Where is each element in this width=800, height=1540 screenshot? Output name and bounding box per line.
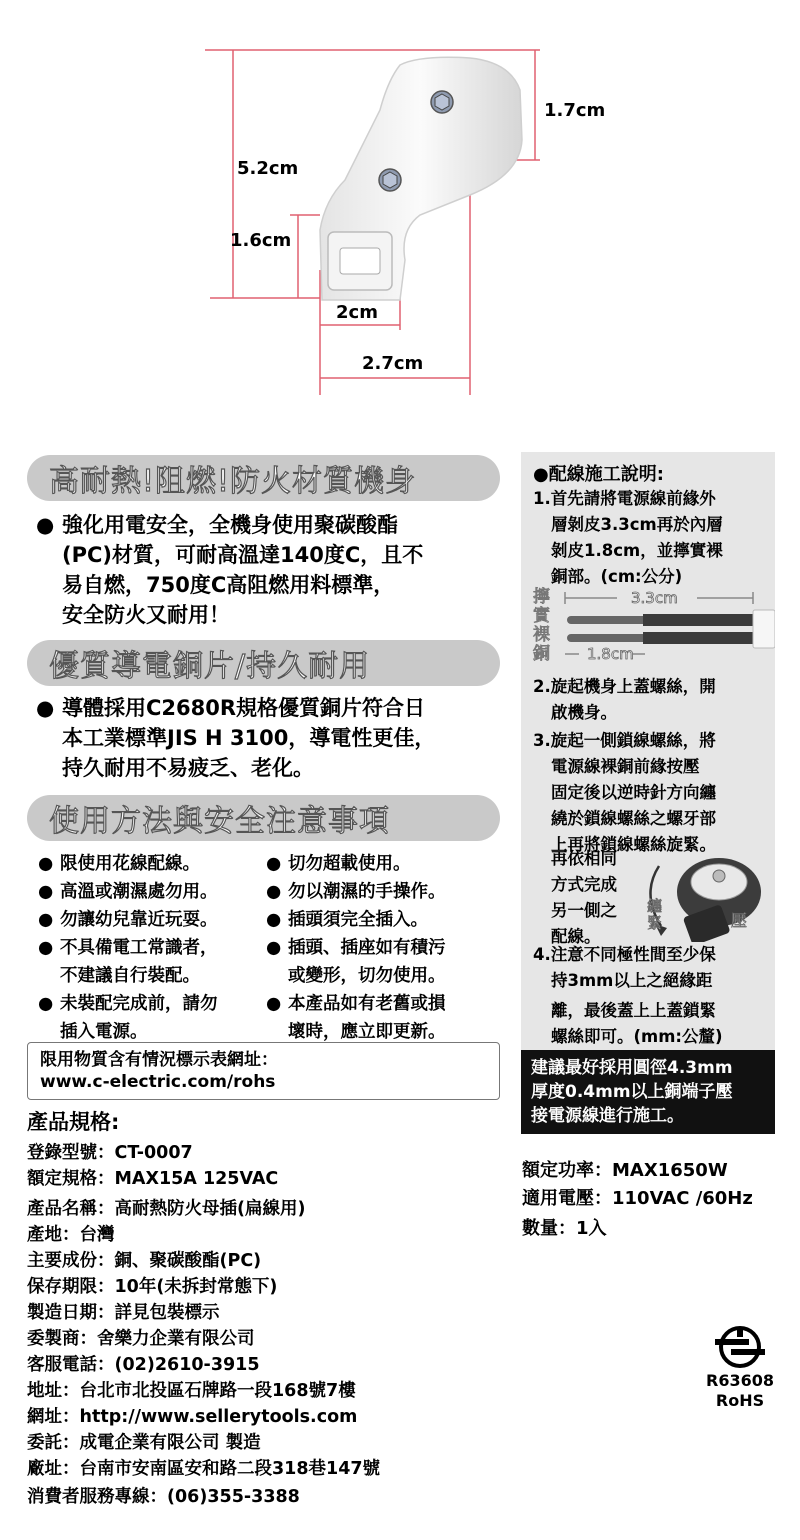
bullet-icon: ●	[266, 938, 282, 958]
section-title-usage	[27, 795, 500, 841]
warning-text: 插頭須完全插入。	[288, 910, 428, 930]
wiring-title: ●配線施工說明:	[533, 464, 664, 485]
bsmi-certification-mark	[705, 1325, 775, 1415]
step-text: 配線。	[551, 927, 601, 946]
bsmi-code: R63608	[706, 1371, 774, 1390]
spec-line: 網址：http://www.sellerytools.com	[27, 1407, 358, 1427]
twist-copper-label: 擰實裸銅	[533, 587, 550, 664]
dim-socket-width: 2cm	[336, 302, 378, 323]
screw-icon	[431, 91, 453, 113]
body-text: (PC)材質，可耐高溫達140度C，且不	[62, 543, 424, 567]
step-text: 4.注意不同極性間至少保	[533, 945, 716, 964]
bullet-icon: ●	[38, 910, 54, 930]
warning-item	[266, 850, 411, 878]
rohs-disclosure-box	[27, 1042, 500, 1100]
step-text: 層剝皮3.3cm再於內層	[551, 515, 723, 534]
step-text: 3.旋起一側鎖線螺絲，將	[533, 731, 716, 750]
warning-text: 不建議自行裝配。	[60, 966, 200, 986]
step-text: 1.首先請將電源線前緣外	[533, 489, 716, 508]
step-text: 離，最後蓋上上蓋鎖緊	[551, 1001, 716, 1020]
warning-text: 勿讓幼兒靠近玩耍。	[60, 910, 218, 930]
bullet-icon: ●	[38, 882, 54, 902]
warning-text: 勿以潮濕的手操作。	[288, 882, 446, 902]
wiring-instructions-panel	[521, 452, 775, 1050]
step-text: 上再將鎖線螺絲旋緊。	[551, 835, 716, 854]
step-text: 螺絲即可。(mm:公釐)	[551, 1027, 723, 1046]
rohs-label-text: RoHS	[715, 1391, 765, 1410]
screw-icon	[379, 169, 401, 191]
spec-line: 產地：台灣	[27, 1225, 115, 1245]
step-text: 電源線裸銅前緣按壓	[551, 757, 700, 776]
warning-text: 限使用花線配線。	[60, 854, 200, 874]
strip-length-inner: 1.8cm	[587, 645, 634, 663]
warning-item	[38, 878, 218, 906]
bullet-icon: ●	[266, 882, 282, 902]
spec-title: 產品規格:	[27, 1110, 120, 1134]
warning-item	[266, 878, 446, 906]
strip-length-outer: 3.3cm	[631, 589, 678, 607]
warning-text: 不具備電工常識者，	[60, 938, 218, 958]
section-body-copper	[36, 693, 435, 783]
bsmi-logo-icon	[705, 1325, 775, 1371]
advice-text: 接電源線進行施工。	[531, 1106, 684, 1126]
bullet-line	[36, 600, 423, 630]
step-text: 啟機身。	[551, 703, 617, 722]
advice-text: 建議最好採用圓徑4.3mm	[531, 1058, 733, 1078]
dim-socket-height: 1.6cm	[230, 230, 292, 251]
dim-height: 5.2cm	[237, 158, 299, 179]
body-text: 安全防火又耐用！	[62, 603, 230, 627]
warning-text: 或變形，切勿使用。	[288, 966, 446, 986]
warning-text: 本產品如有老舊或損	[288, 994, 446, 1014]
warning-item	[266, 934, 446, 990]
step-text: 固定後以逆時針方向纏	[551, 783, 716, 802]
step-text: 持3mm以上之絕緣距	[551, 971, 713, 990]
section-title-copper	[27, 640, 500, 686]
step-1	[533, 486, 723, 590]
bullet-icon: ●	[266, 994, 282, 1014]
rohs-url[interactable]: www.c-electric.com/rohs	[40, 1072, 276, 1092]
warning-item	[266, 990, 446, 1046]
body-text: 強化用電安全，全機身使用聚碳酸酯	[62, 513, 398, 537]
body-text: 持久耐用不易疲乏、老化。	[62, 756, 314, 780]
spec-line: 產品名稱：高耐熱防火母插(扁線用)	[27, 1199, 306, 1219]
step-2	[533, 674, 716, 726]
step-text: 銅部。(cm:公分)	[551, 567, 683, 586]
step-text: 2.旋起機身上蓋螺絲，開	[533, 677, 716, 696]
bullet-icon: ●	[36, 696, 55, 720]
rohs-label: 限用物質含有情況標示表網址：	[40, 1050, 278, 1070]
spec-line: 主要成份：銅、聚碳酸酯(PC)	[27, 1251, 262, 1271]
spec-line: 保存期限：10年(未拆封常態下)	[27, 1277, 278, 1297]
spec-line: 廠址：台南市安南區安和路二段318巷147號	[27, 1459, 381, 1479]
body-text: 易自燃，750度C高阻燃用料標準，	[62, 573, 395, 597]
spec-line: 製造日期：詳見包裝標示	[27, 1303, 220, 1323]
body-text: 本工業標準JIS H 3100，導電性更佳，	[62, 726, 436, 750]
bullet-line	[36, 510, 423, 540]
spec-line: 客服電話：(02)2610-3915	[27, 1355, 260, 1375]
body-text: 導體採用C2680R規格優質銅片符合日	[62, 696, 426, 720]
bullet-icon: ●	[38, 994, 54, 1014]
step-4	[533, 942, 723, 1050]
bullet-icon: ●	[38, 854, 54, 874]
bullet-icon: ●	[36, 513, 55, 537]
advice-text: 厚度0.4mm以上銅端子壓	[531, 1082, 733, 1102]
quantity: 數量：1入	[522, 1218, 607, 1239]
press-label: 壓	[731, 911, 748, 930]
bullet-icon: ●	[266, 910, 282, 930]
section-title-text: 使用方法與安全注意事項	[49, 804, 390, 839]
bullet-line	[36, 753, 435, 783]
warning-item	[266, 906, 428, 934]
warning-item	[38, 850, 200, 878]
warning-text: 高溫或潮濕處勿用。	[60, 882, 218, 902]
section-title-text: 高耐熱!阻燃!防火材質機身	[49, 464, 417, 499]
dim-head-width: 2.7cm	[362, 353, 424, 374]
section-body-heat-resistant	[36, 510, 423, 630]
bullet-icon: ●	[266, 854, 282, 874]
section-title-heat-resistant	[27, 455, 500, 501]
bullet-line	[36, 723, 435, 753]
spec-line: 委製商：舍樂力企業有限公司	[27, 1329, 255, 1349]
step-text: 另一側之	[551, 901, 617, 920]
wrap-tight-label: 纏緊	[647, 897, 663, 932]
step-3-continued	[551, 846, 617, 950]
warning-text: 插入電源。	[60, 1022, 148, 1042]
warning-item	[38, 906, 218, 934]
step-3	[533, 728, 716, 858]
warning-text: 未裝配完成前，請勿	[60, 994, 218, 1014]
spec-line: 登錄型號：CT-0007	[27, 1143, 193, 1163]
bullet-line	[36, 540, 423, 570]
rated-voltage: 適用電壓：110VAC /60Hz	[522, 1188, 753, 1209]
rated-power: 額定功率：MAX1650W	[522, 1160, 728, 1181]
section-title-text: 優質導電銅片/持久耐用	[49, 649, 371, 684]
dim-head-height: 1.7cm	[544, 100, 606, 121]
warning-text: 插頭、插座如有積污	[288, 938, 446, 958]
wiring-advice-box	[521, 1050, 775, 1134]
warning-item	[38, 934, 218, 990]
spec-line: 委託：成電企業有限公司 製造	[27, 1433, 261, 1453]
step-text: 再依相同	[551, 849, 617, 868]
spec-line: 消費者服務專線：(06)355-3388	[27, 1487, 300, 1507]
bullet-line	[36, 570, 423, 600]
warning-text: 壞時，應立即更新。	[288, 1022, 446, 1042]
warning-item	[38, 990, 218, 1046]
warning-text: 切勿超載使用。	[288, 854, 411, 874]
spec-line: 地址：台北市北投區石牌路一段168號7樓	[27, 1381, 356, 1401]
step-text: 方式完成	[551, 875, 617, 894]
spec-line: 額定規格：MAX15A 125VAC	[27, 1169, 279, 1189]
bullet-icon: ●	[38, 938, 54, 958]
bullet-line	[36, 693, 435, 723]
step-text: 剝皮1.8cm，並擰實裸	[551, 541, 723, 560]
step-text: 繞於鎖線螺絲之螺牙部	[551, 809, 716, 828]
product-spec	[27, 1107, 381, 1507]
